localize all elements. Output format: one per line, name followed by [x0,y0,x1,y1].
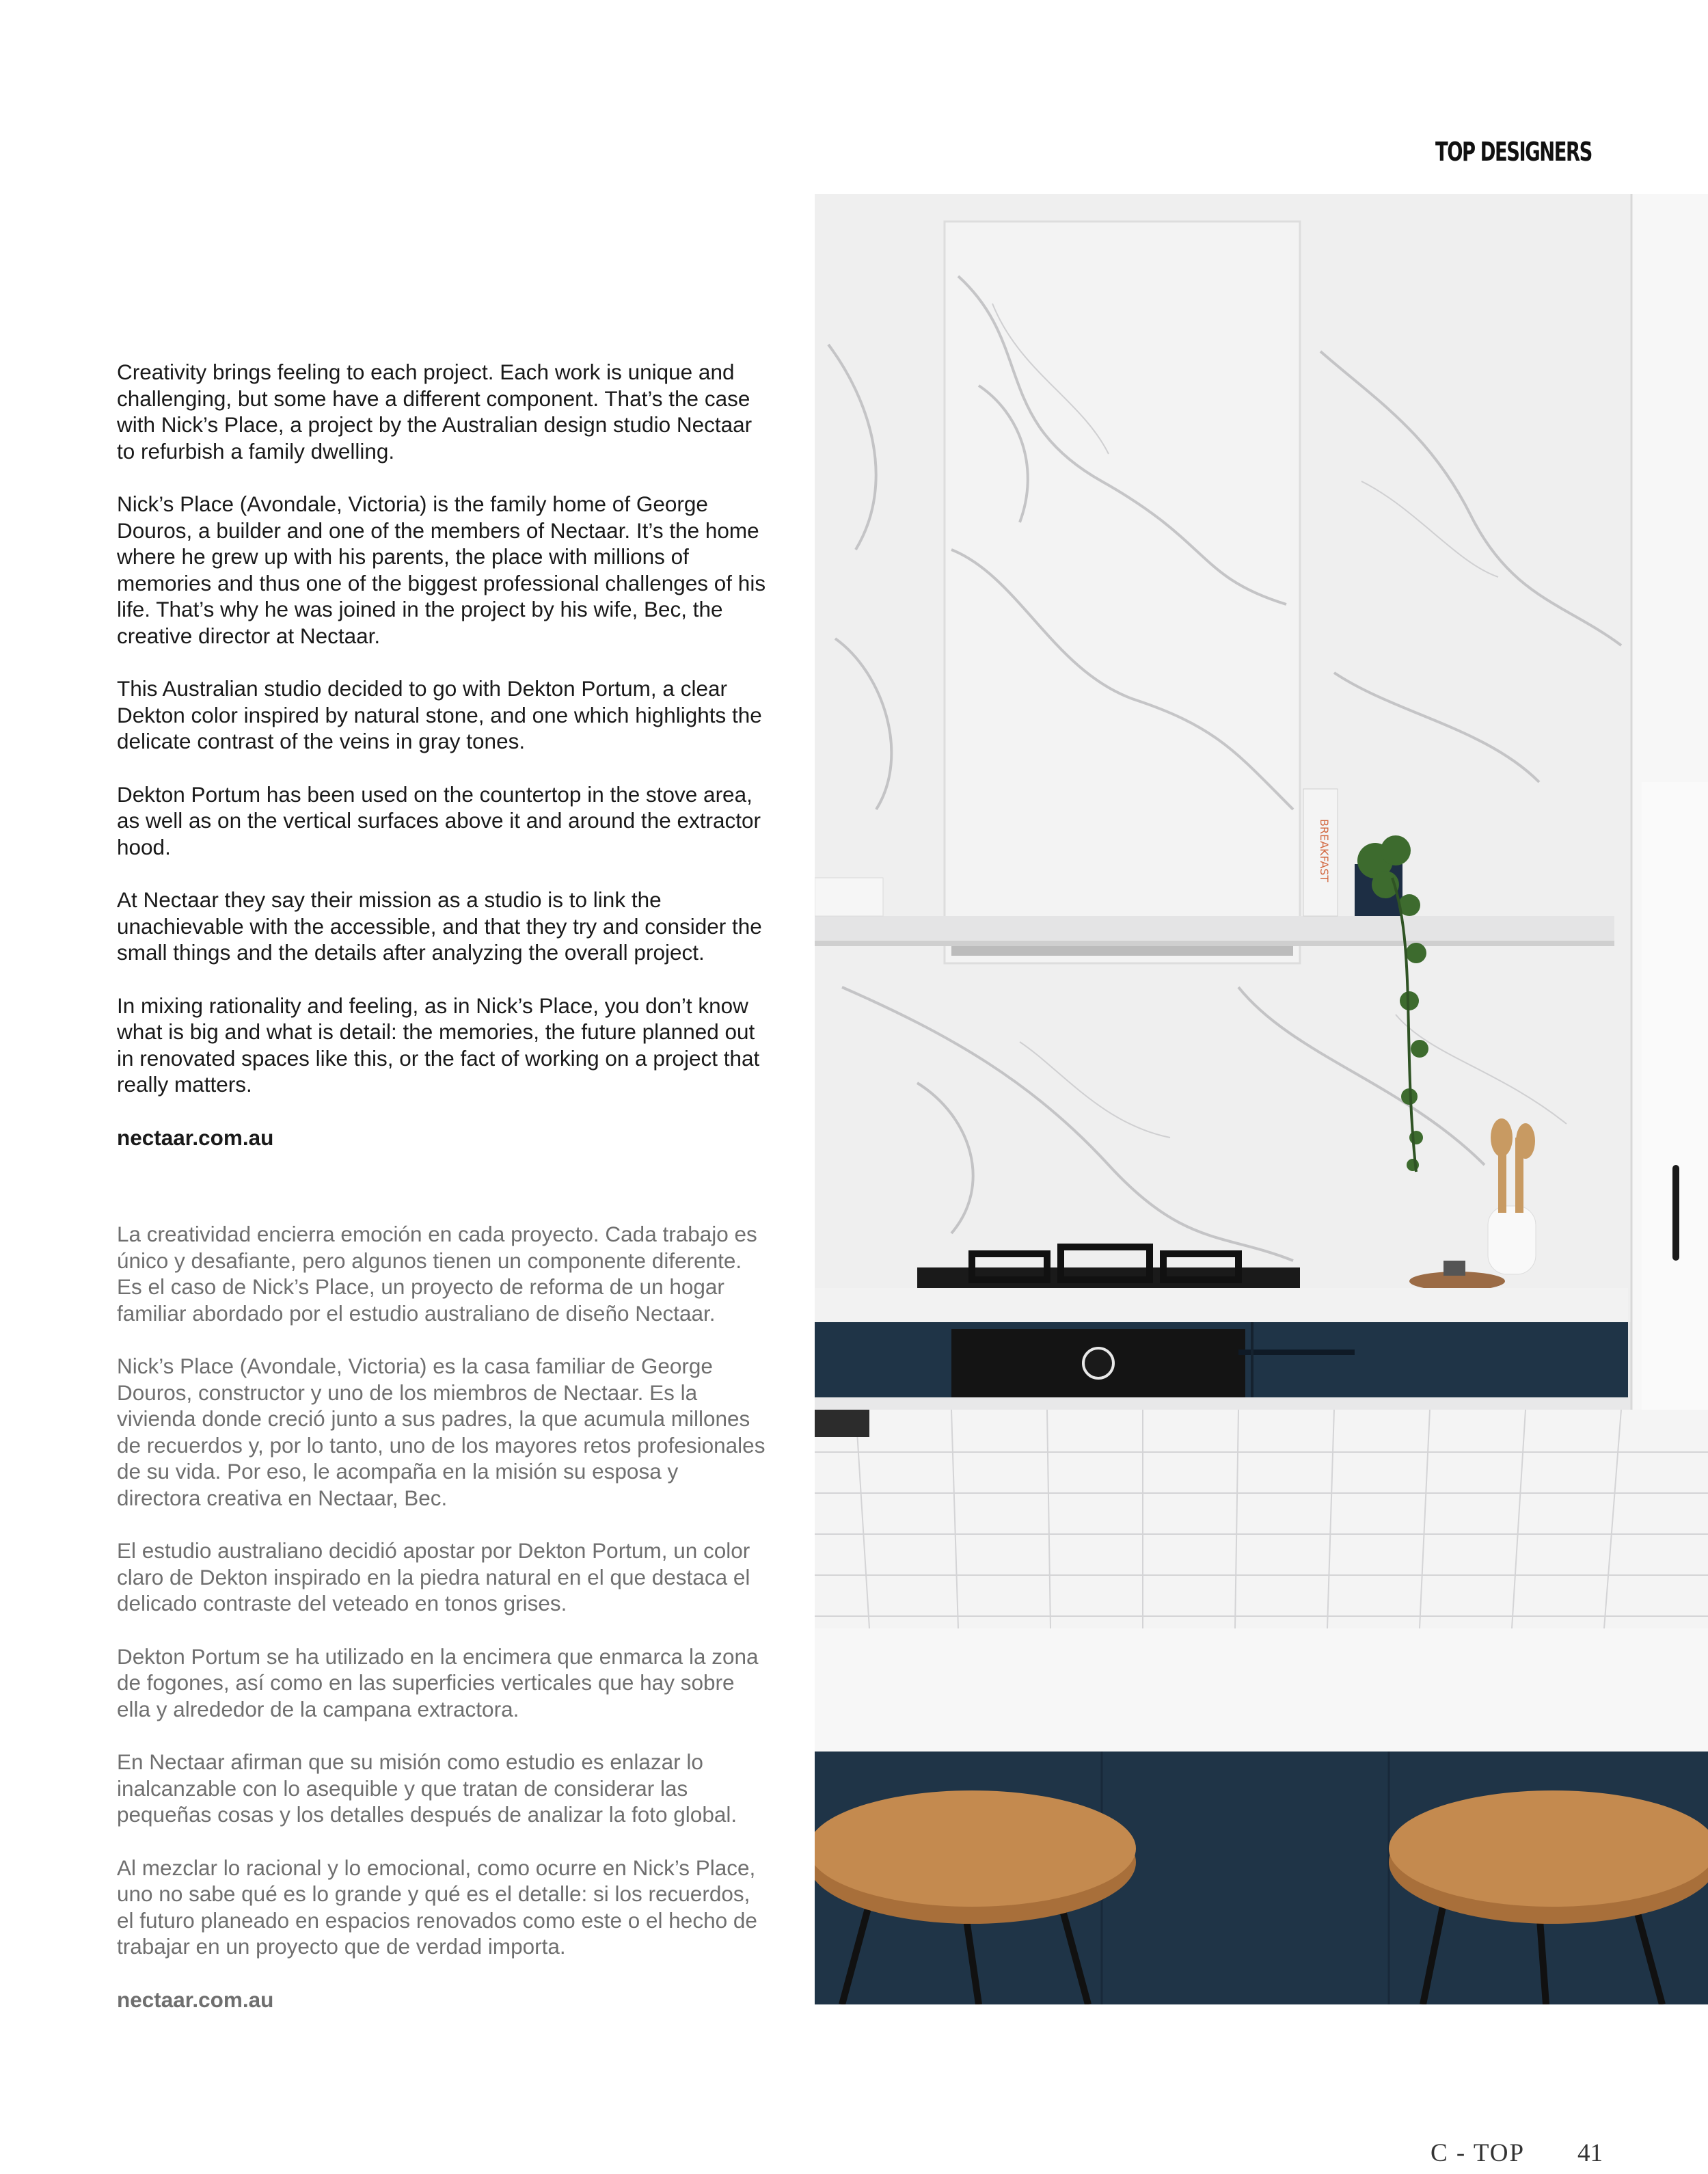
paragraph: Nick’s Place (Avondale, Victoria) es la casa familiar de George Douros, constructor y uno de los miembros de Nectaar. Es la vivienda donde creció junto a sus padres, la que acumula millones de recuerdos y, por lo tanto, uno de los mayores retos profesionales de su vida. Por eso, le acompaña en la misión su esposa y directora creativa en Nectaar, Bec. [117,1354,765,1510]
paragraph: Creativity brings feeling to each project. Each work is unique and challenging, but some have a different component. That’s the case with Nick’s Place, a project by the Australian design studio Nectaar to refurbish a family dwelling. [117,360,753,464]
utensil-jar [1488,1206,1536,1274]
website-link[interactable]: nectaar.com.au [117,1125,274,1150]
cabinet-handle [1672,1165,1679,1261]
paragraph: This Australian studio decided to go with Dekton Portum, a clear Dekton color inspired by natural stone, and one which highlights the delicate contrast of the veins in gray tones. [117,676,762,753]
magazine-brand: C - TOP [1431,2139,1526,2167]
english-text-column [117,359,766,1177]
spanish-text-column [117,1221,766,2039]
paragraph: Dekton Portum has been used on the countertop in the stove area, as well as on the vertical surfaces above it and around the extractor hood. [117,781,761,859]
paragraph: Al mezclar lo racional y lo emocional, como ocurre en Nick’s Place, uno no sabe qué es lo grande y qué es el detalle: si los recuerdos, el futuro planeado en espacios renovados como este o el hecho de trabajar en un proyecto que de verdad importa. [117,1855,757,1959]
hood-vent [951,946,1293,956]
paragraph: El estudio australiano decidió apostar por Dekton Portum, un color claro de Dekton inspirado en la piedra natural en el que destaca el delicado contraste del veteado en tonos grises. [117,1538,750,1615]
paragraph: In mixing rationality and feeling, as in Nick’s Place, you don’t know what is big and what is detail: the memories, the future planned out in renovated spaces like this, or the fact of working on a project that really matters. [117,993,760,1097]
page-number: 41 [1577,2139,1603,2167]
website-link[interactable]: nectaar.com.au [117,1987,274,2012]
paragraph: La creatividad encierra emoción en cada proyecto. Cada trabajo es único y desafiante, pero algunos tienen un componente diferente. Es el caso de Nick’s Place, un proyecto de reforma de un hogar familiar abordado por el estudio australiano de diseño Nectaar. [117,1222,757,1326]
island-top [815,1410,1708,1628]
kitchen-photo [815,194,1708,2004]
book-title: BREAKFAST [1318,818,1331,883]
section-label: TOP DESIGNERS [1435,137,1592,167]
paragraph: Dekton Portum se ha utilizado en la encimera que enmarca la zona de fogones, así como en las superficies verticales que hay sobre ella y alrededor de la campana extractora. [117,1643,759,1721]
paragraph: Nick’s Place (Avondale, Victoria) is the family home of George Douros, a builder and one of the members of Nectaar. It’s the home where he grew up with his parents, the place with millions of memories and thus one of the biggest professional challenges of his life. That’s why he was joined in the project by his wife, Bec, the creative director at Nectaar. [117,492,766,648]
paragraph: En Nectaar afirman que su misión como estudio es enlazar lo inalcanzable con lo asequible y que tratan de considerar las pequeñas cosas y los detalles después de analizar la foto global. [117,1749,737,1827]
paragraph: At Nectaar they say their mission as a studio is to link the unachievable with the accessible, and that they try and consider the small things and the details after analyzing the overall project. [117,887,762,965]
